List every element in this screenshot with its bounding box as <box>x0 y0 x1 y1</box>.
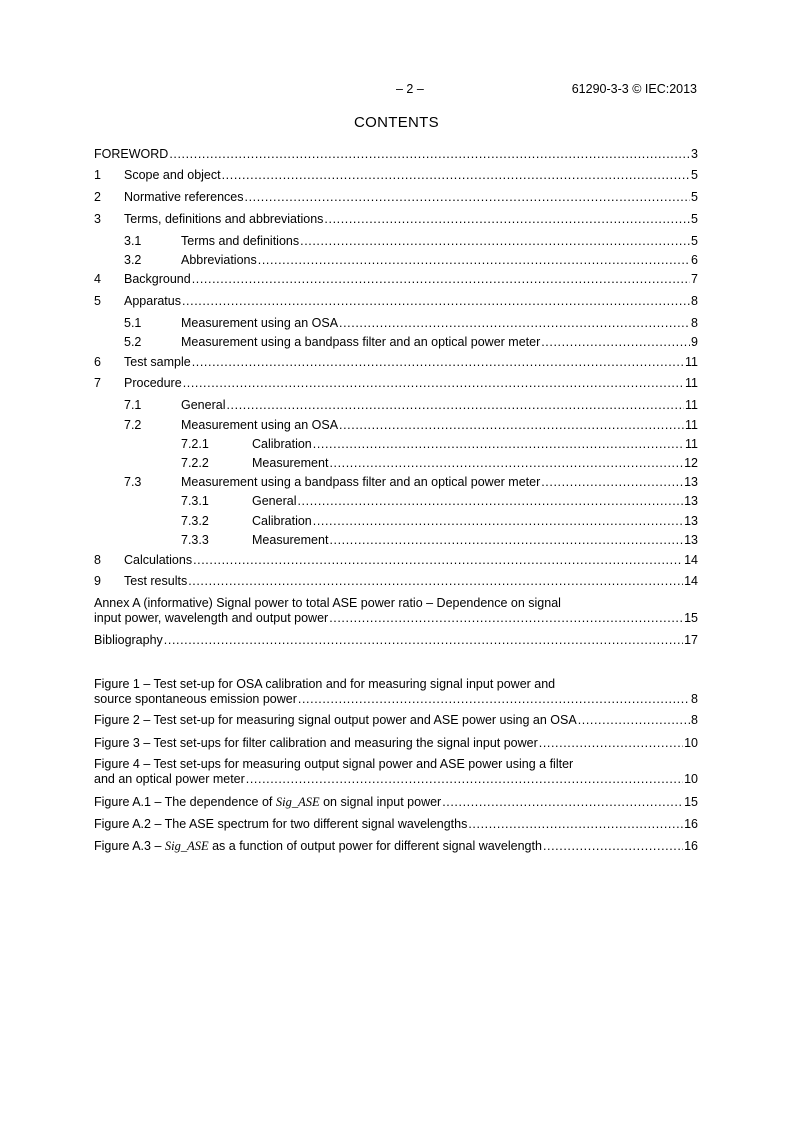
figure-entry-a3[interactable]: Figure A.3 – Sig_ASE as a function of output power for different signal wavelength ..... 16 <box>94 838 698 854</box>
toc-entry-bibliography[interactable]: Bibliography ..... 17 <box>94 632 698 648</box>
toc-entry-7[interactable]: 7 Procedure ..... 11 <box>94 375 698 391</box>
figure-entry-2[interactable]: Figure 2 – Test set-up for measuring signal output power and ASE power using an OSA ..... 8 <box>94 712 698 728</box>
toc-entry-3-1[interactable]: 3.1 Terms and definitions ..... 5 <box>94 233 698 249</box>
toc-entry-7-3-3[interactable]: 7.3.3 Measurement ..... 13 <box>94 532 698 548</box>
document-id: 61290-3-3 © IEC:2013 <box>571 82 697 96</box>
toc-entry-3[interactable]: 3 Terms, definitions and abbreviations ..... 5 <box>94 211 698 227</box>
toc-entry-6[interactable]: 6 Test sample ..... 11 <box>94 354 698 370</box>
figure-entry-4[interactable]: Figure 4 – Test set-ups for measuring output signal power and ASE power using a filter and an optical power meter ..... 10 <box>94 757 698 787</box>
figure-entry-1[interactable]: Figure 1 – Test set-up for OSA calibration and for measuring signal input power and source spontaneous emission power ..... 8 <box>94 677 698 707</box>
figure-entry-3[interactable]: Figure 3 – Test set-ups for filter calibration and measuring the signal input power ..... 10 <box>94 735 698 751</box>
toc-entry-5-1[interactable]: 5.1 Measurement using an OSA ..... 8 <box>94 315 698 331</box>
toc-entry-7-2-1[interactable]: 7.2.1 Calibration ..... 11 <box>94 436 698 452</box>
toc-entry-9[interactable]: 9 Test results ..... 14 <box>94 573 698 589</box>
toc-entry-7-3-1[interactable]: 7.3.1 General ..... 13 <box>94 493 698 509</box>
toc-entry-5[interactable]: 5 Apparatus ..... 8 <box>94 293 698 309</box>
toc-entry-7-3[interactable]: 7.3 Measurement using a bandpass filter and an optical power meter ..... 13 <box>94 474 698 490</box>
toc-entry-5-2[interactable]: 5.2 Measurement using a bandpass filter and an optical power meter ..... 9 <box>94 334 698 350</box>
toc-entry-2[interactable]: 2 Normative references ..... 5 <box>94 189 698 205</box>
toc-entry-annex-a[interactable]: Annex A (informative) Signal power to total ASE power ratio – Dependence on signal input power, wavelength and output power ..... 15 <box>94 596 698 626</box>
toc-entry-7-2[interactable]: 7.2 Measurement using an OSA ..... 11 <box>94 417 698 433</box>
toc-entry-3-2[interactable]: 3.2 Abbreviations ..... 6 <box>94 252 698 268</box>
toc-entry-foreword[interactable]: FOREWORD ..... 3 <box>94 146 698 162</box>
toc-entry-7-2-2[interactable]: 7.2.2 Measurement ..... 12 <box>94 455 698 471</box>
toc-entry-1[interactable]: 1 Scope and object ..... 5 <box>94 167 698 183</box>
contents-title: CONTENTS <box>354 114 439 131</box>
toc-entry-4[interactable]: 4 Background ..... 7 <box>94 271 698 287</box>
toc-entry-8[interactable]: 8 Calculations ..... 14 <box>94 552 698 568</box>
page-header <box>0 82 793 98</box>
page-number: – 2 – <box>396 82 424 96</box>
figure-entry-a1[interactable]: Figure A.1 – The dependence of Sig_ASE on signal input power ..... 15 <box>94 794 698 810</box>
toc-entry-7-3-2[interactable]: 7.3.2 Calibration ..... 13 <box>94 513 698 529</box>
figure-entry-a2[interactable]: Figure A.2 – The ASE spectrum for two different signal wavelengths ..... 16 <box>94 816 698 832</box>
toc-entry-7-1[interactable]: 7.1 General ..... 11 <box>94 397 698 413</box>
